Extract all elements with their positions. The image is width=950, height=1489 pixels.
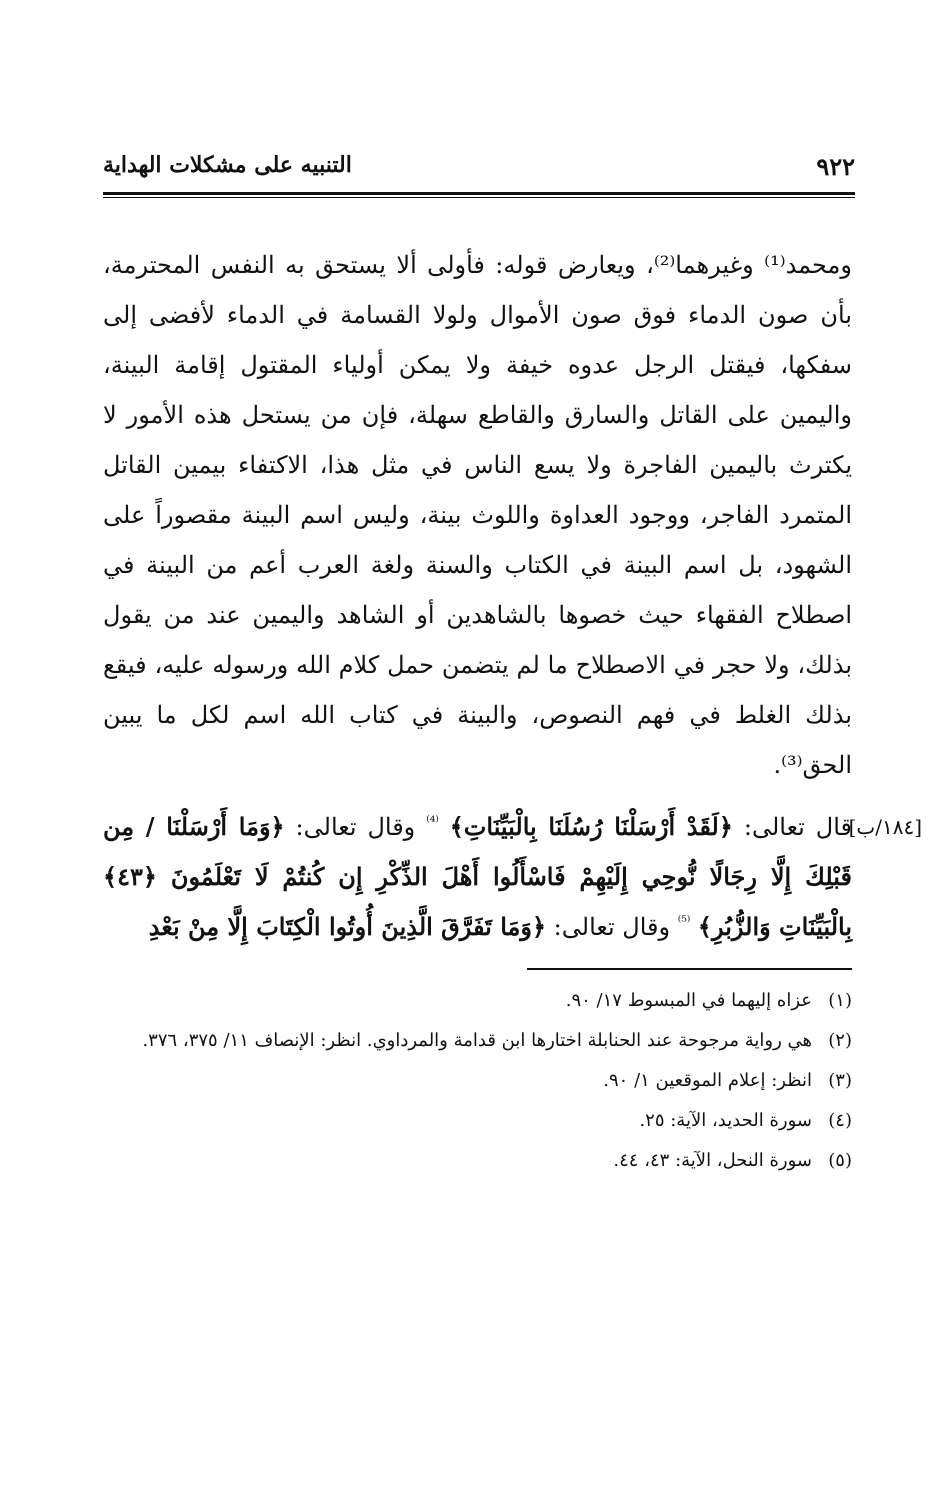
footnote-item [103, 1145, 852, 1177]
header-rule-thin [103, 197, 855, 198]
footnote-item [103, 1105, 852, 1137]
quran-verse-2: ﴿وَمَا أَرْسَلْنَا / مِن قَبْلِكَ إِلَّا رِجَالًا نُّوحِي إِلَيْهِمْ فَاسْأَلُوا أَهْلَ الذِّكْرِ إِن كُنتُمْ لَا تَعْلَمُونَ ﴿٤٣﴾ بِالْبَيِّنَاتِ وَالزُّبُرِ﴾ [103, 812, 852, 941]
page-number: ٩٢٢ [816, 152, 855, 181]
footnote-item [103, 1025, 852, 1057]
footnote-text: هي رواية مرجوحة عند الحنابلة اختارها ابن قدامة والمرداوي. انظر: الإنصاف ١١/ ٣٧٥، ٣٧٦. [142, 1030, 812, 1051]
footnote-number: (٣) [828, 1070, 852, 1091]
footnote-number: (٢) [828, 1030, 852, 1051]
footnote-text: عزاه إليهما في المبسوط ١٧/ ٩٠. [565, 990, 812, 1011]
book-title: التنبيه على مشكلات الهداية [103, 152, 352, 178]
footnote-number: (٤) [828, 1110, 852, 1131]
text-span: وقال تعالى: [284, 813, 416, 841]
footnote-item [103, 1065, 852, 1097]
paragraph-1: ومحمد⁽¹⁾ وغيرهما⁽²⁾، ويعارض قوله: فأولى ألا يستحق به النفس المحترمة، بأن صون الدماء فوق صون الأموال ولولا القسامة في الدماء لأفضى إلى سفكها، فيقتل الرجل عدوه خيفة ولا يمكن أولياء المقتول إقامة البينة، واليمين على القاتل والسارق والقاطع سهلة، فإن من يستحل هذه الأمور لا يكترث باليمين الفاجرة ولا يسع الناس في مثل هذا، الاكتفاء بيمين القاتل المتمرد الفاجر، ووجود العداوة واللوث بينة، وليس اسم البينة مقصوراً على الشهود، بل اسم البينة في الكتاب والسنة ولغة العرب أعم من البينة في اصطلاح الفقهاء حيث خصوها بالشاهدين أو الشاهد واليمين عند من يقول بذلك، ولا حجر في الاصطلاح ما لم يتضمن حمل كلام الله ورسوله عليه، فيقع بذلك الغلط في فهم النصوص، والبينة في كتاب الله اسم لكل ما يبين الحق⁽³⁾. [103, 251, 852, 779]
text-span: قال تعالى: [732, 813, 853, 841]
footnote-ref-4: ⁽⁴⁾ [426, 814, 439, 830]
footnotes [103, 985, 852, 1185]
manuscript-folio-ref: [١٨٤/ب] [848, 815, 922, 839]
footnote-number: (٥) [828, 1150, 852, 1171]
footnote-ref-5: ⁽⁵⁾ [677, 914, 691, 930]
footnote-text: سورة الحديد، الآية: ٢٥. [639, 1110, 812, 1131]
main-text [103, 240, 922, 952]
footnote-text: سورة النحل، الآية: ٤٣، ٤٤. [613, 1150, 812, 1171]
text-span: وقال تعالى: [546, 913, 671, 941]
header-rule [103, 192, 855, 195]
quran-verse-3: ﴿وَمَا تَفَرَّقَ الَّذِينَ أُوتُوا الْكِتَابَ إِلَّا مِنْ بَعْدِ [148, 912, 547, 941]
quran-verse-1: ﴿لَقَدْ أَرْسَلْنَا رُسُلَنَا بِالْبَيِّنَاتِ﴾ [449, 812, 733, 841]
paragraph-2 [103, 802, 922, 952]
footnote-item [103, 985, 852, 1017]
footnote-separator [527, 968, 852, 970]
footnote-text: انظر: إعلام الموقعين ١/ ٩٠. [603, 1070, 812, 1091]
running-header [103, 152, 855, 192]
footnote-number: (١) [828, 990, 852, 1011]
